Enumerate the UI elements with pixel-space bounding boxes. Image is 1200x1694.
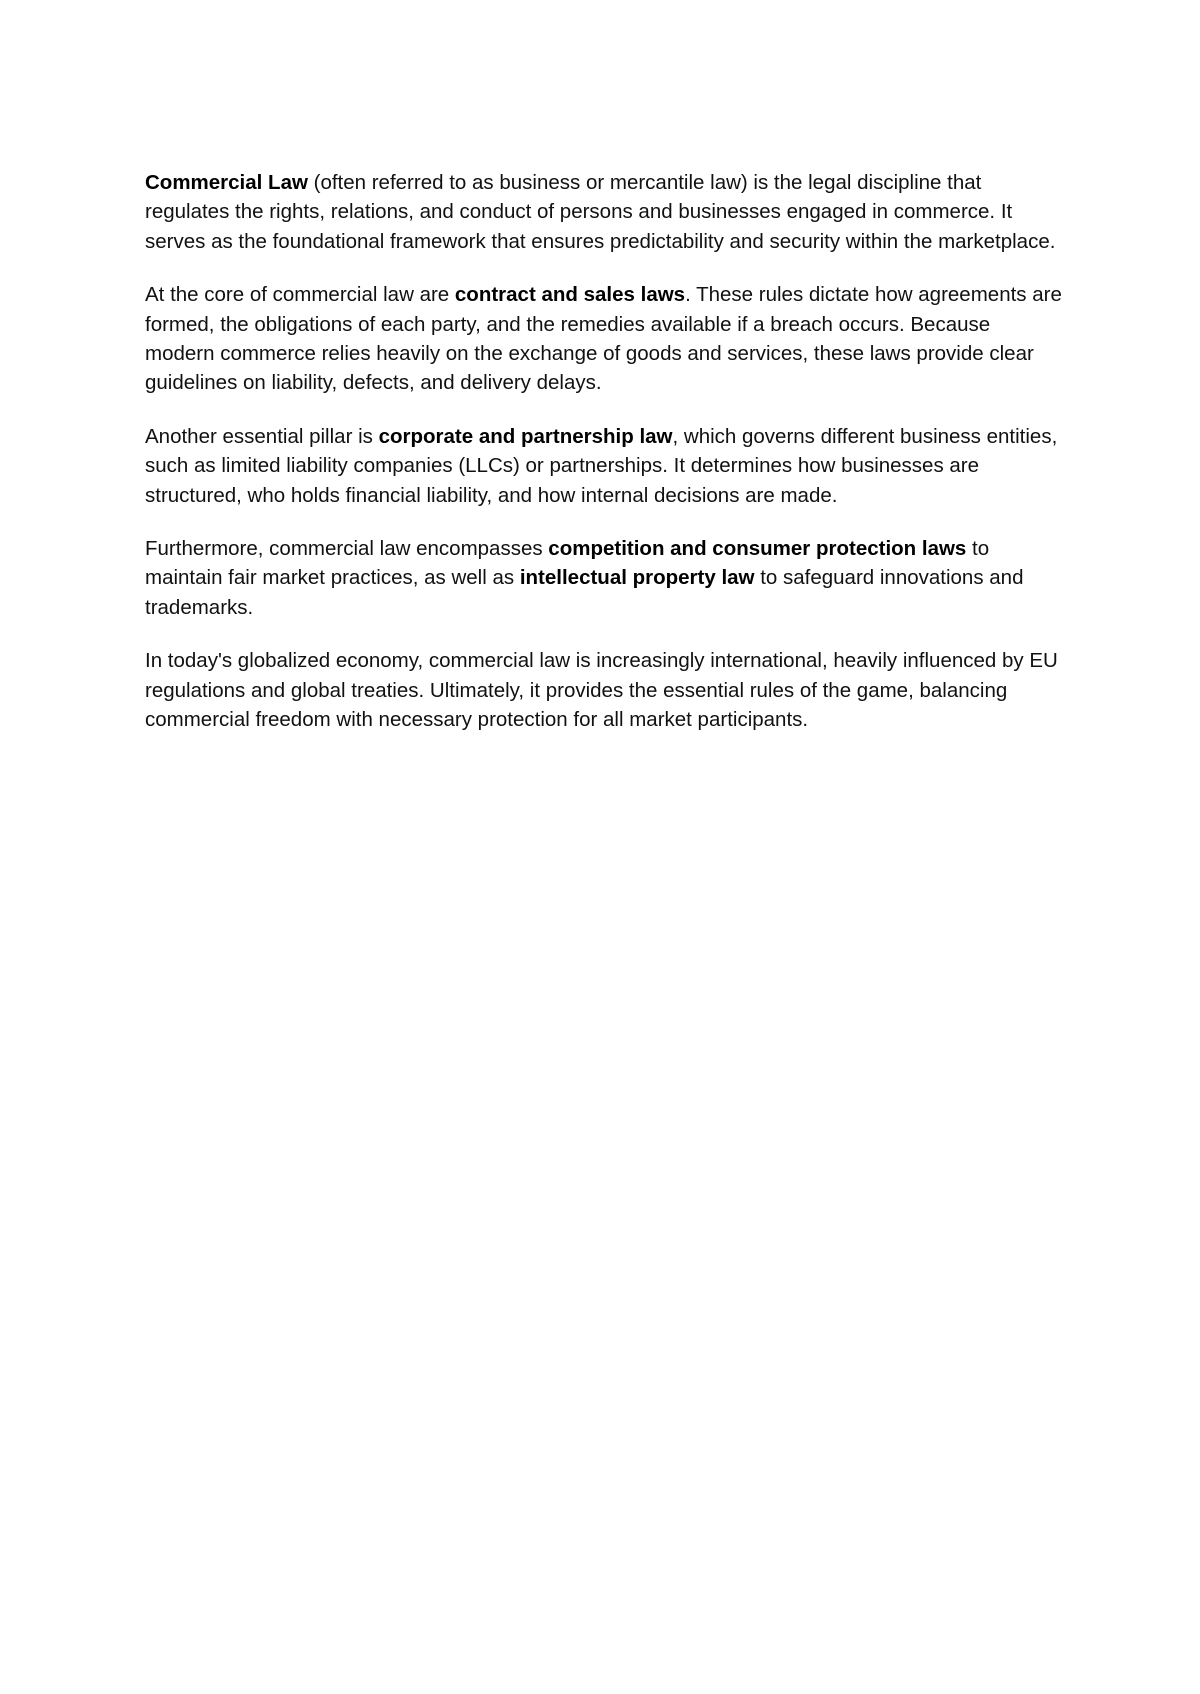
paragraph-text: (often referred to as business or mercantile law) is the legal discipline that regulates the rights, relations, and conduct of persons and businesses engaged in commerce. It serves as the foundational framework that ensures predictability and security within the marketplace. [145,171,1056,253]
document-body [145,168,1065,759]
term-contract-sales-laws: contract and sales laws [454,283,686,307]
paragraph-text: Another essential pillar is [145,424,379,448]
term-intellectual-property-law: intellectual property law [519,566,755,590]
paragraph-corporate-partnership [145,422,1065,510]
paragraph-competition-ip [145,534,1065,622]
paragraph-text: In today's globalized economy, commercial law is increasingly international, heavily influenced by EU regulations and global treaties. Ultimately, it provides the essential rules of the game, balancing commercial freedom with necessary protection for all market participants. [145,649,1058,732]
paragraph-text: . These rules dictate how agreements are formed, the obligations of each party, and the remedies available if a breach occurs. Because modern commerce relies heavily on the exchange of goods and services, these laws provide clear guidelines on liability, defects, and delivery delays. [145,283,1062,395]
term-commercial-law: Commercial Law [145,171,308,194]
paragraph-contract-sales [145,280,1065,398]
paragraph-text: Furthermore, commercial law encompasses [145,537,549,561]
paragraph-text: , which governs different business entities, such as limited liability companies (LLCs) or partnerships. It determines how businesses are structured, who holds financial liability, and how internal decisions are made. [145,424,1058,507]
paragraph-intro [145,168,1065,256]
paragraph-text: At the core of commercial law are [145,283,455,307]
paragraph-text: to maintain fair market practices, as well as [145,537,990,590]
term-competition-consumer-laws: competition and consumer protection laws [548,537,967,561]
paragraph-text: to safeguard innovations and trademarks. [145,566,1024,619]
paragraph-global-economy [145,646,1065,734]
term-corporate-partnership-law: corporate and partnership law [378,424,673,448]
